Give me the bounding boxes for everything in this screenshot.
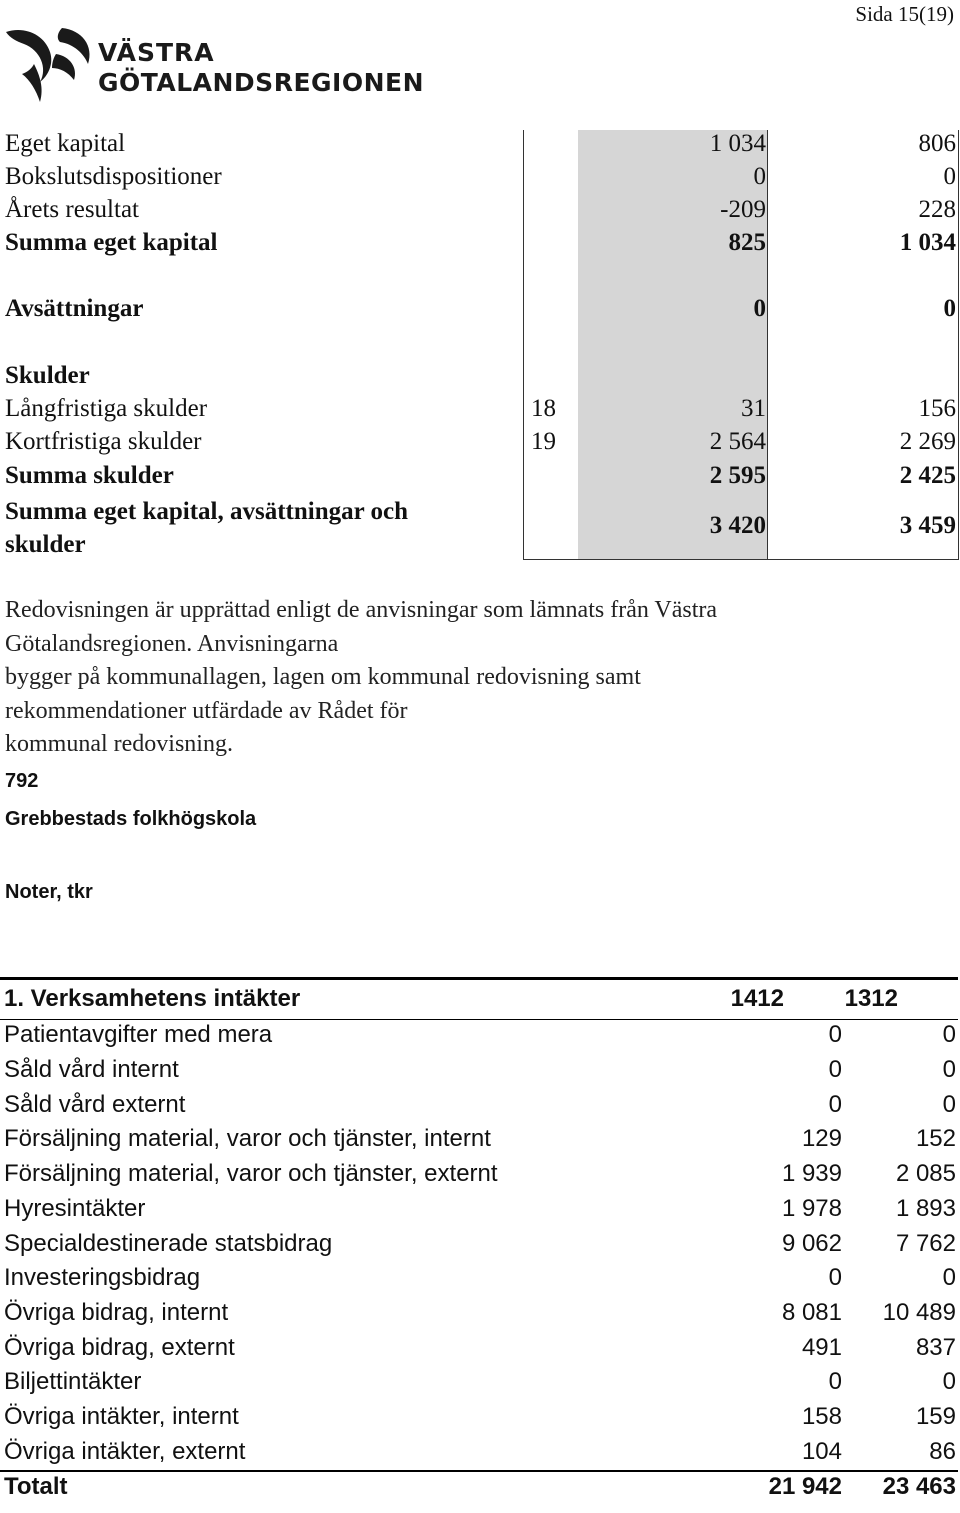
value-current: 3 420 — [709, 512, 766, 539]
accounting-statement — [5, 594, 905, 762]
unit-code: 792 — [5, 770, 39, 792]
table-row — [0, 1403, 960, 1437]
row-label: Övriga intäkter, internt — [4, 1403, 239, 1430]
paragraph-line: bygger på kommunallagen, lagen om kommunal redovisning samt — [5, 664, 641, 690]
logo-text-line1: VÄSTRA — [98, 38, 215, 67]
note-ref: 18 — [531, 395, 556, 422]
row-label: Övriga bidrag, internt — [4, 1299, 229, 1326]
table-row — [0, 395, 960, 428]
row-label: Skulder — [5, 362, 90, 389]
total-previous: 23 463 — [882, 1473, 956, 1500]
table-row — [0, 1056, 960, 1090]
table-row — [0, 1368, 960, 1402]
value-current: 158 — [801, 1403, 842, 1430]
paragraph-line: Götalandsregionen. Anvisningarna — [5, 630, 339, 657]
value-current: 1412 — [730, 985, 784, 1012]
total-label: Totalt — [4, 1473, 68, 1500]
value-current: 1 978 — [781, 1195, 842, 1222]
total-row — [0, 1473, 960, 1507]
row-label: Investeringsbidrag — [4, 1264, 201, 1291]
value-current: 825 — [728, 229, 766, 256]
value-previous: 2 085 — [895, 1160, 956, 1187]
value-previous: 806 — [918, 130, 956, 157]
row-label: Bokslutsdispositioner — [5, 163, 222, 190]
value-previous: 2 269 — [899, 428, 956, 455]
value-current: 0 — [753, 295, 766, 322]
value-previous: 86 — [929, 1438, 956, 1465]
value-previous: 837 — [915, 1334, 956, 1361]
value-previous: 1 893 — [895, 1195, 956, 1222]
value-current: 0 — [828, 1021, 842, 1048]
row-label: Avsättningar — [5, 295, 144, 322]
notes-table-top-border — [0, 977, 958, 980]
total-current: 21 942 — [768, 1473, 842, 1500]
value-previous: 228 — [918, 196, 956, 223]
table-row — [0, 295, 960, 328]
row-label: Specialdestinerade statsbidrag — [4, 1230, 333, 1257]
table-row — [0, 462, 960, 495]
note-heading: 1. Verksamhetens intäkter — [4, 985, 301, 1012]
row-label: Försäljning material, varor och tjänster, internt — [4, 1125, 491, 1152]
value-current: 491 — [801, 1334, 842, 1361]
value-current: 0 — [753, 163, 766, 190]
table-row — [0, 1160, 960, 1194]
value-previous: 2 425 — [899, 462, 956, 489]
value-current: 0 — [828, 1091, 842, 1118]
table-row — [0, 1195, 960, 1229]
row-label: Summa skulder — [5, 462, 174, 489]
table-row — [0, 428, 960, 461]
row-label: Såld vård externt — [4, 1091, 186, 1118]
table-row — [0, 1438, 960, 1472]
row-label: Såld vård internt — [4, 1056, 179, 1083]
value-previous: 0 — [943, 163, 956, 190]
row-label: Långfristiga skulder — [5, 395, 208, 422]
row-label: Eget kapital — [5, 130, 126, 157]
table-row — [0, 1091, 960, 1125]
table-row — [0, 1264, 960, 1298]
value-current: 31 — [741, 395, 766, 422]
row-label: Summa eget kapital, avsättningar och skulder — [5, 498, 409, 558]
value-current: 2 595 — [709, 462, 766, 489]
table-row — [0, 1299, 960, 1333]
unit-name: Grebbestads folkhögskola — [5, 808, 257, 830]
row-divider — [0, 1019, 958, 1020]
value-previous: 1312 — [844, 985, 898, 1012]
row-label: Försäljning material, varor och tjänster, externt — [4, 1160, 498, 1187]
table-row — [0, 1125, 960, 1159]
value-previous: 7 762 — [895, 1230, 956, 1257]
value-previous: 0 — [942, 1091, 956, 1118]
value-previous: 0 — [942, 1021, 956, 1048]
value-previous: 0 — [942, 1264, 956, 1291]
table-row — [0, 1334, 960, 1368]
logo-text-line2: GÖTALANDSREGIONEN — [98, 68, 425, 97]
value-current: 0 — [828, 1056, 842, 1083]
paragraph-line: kommunal redovisning. — [5, 731, 233, 757]
row-label: Summa eget kapital — [5, 229, 218, 256]
value-current: 0 — [828, 1368, 842, 1395]
value-previous: 0 — [942, 1368, 956, 1395]
table-row — [0, 1230, 960, 1264]
table-row — [0, 130, 960, 163]
table-row — [0, 1021, 960, 1055]
value-previous: 3 459 — [899, 512, 956, 539]
notes-heading-row — [0, 985, 960, 1019]
row-label: Övriga intäkter, externt — [4, 1438, 246, 1465]
row-label: Biljettintäkter — [4, 1368, 142, 1395]
page-number: Sida 15(19) — [855, 2, 954, 26]
value-previous: 156 — [918, 395, 956, 422]
value-current: -209 — [720, 196, 766, 223]
value-current: 1 939 — [781, 1160, 842, 1187]
value-previous: 152 — [915, 1125, 956, 1152]
total-divider — [0, 1470, 958, 1472]
vgr-swirl-logo-icon — [4, 24, 96, 106]
value-previous: 0 — [943, 295, 956, 322]
value-current: 0 — [828, 1264, 842, 1291]
value-previous: 1 034 — [899, 229, 956, 256]
vgr-logo — [4, 24, 425, 106]
row-label: Hyresintäkter — [4, 1195, 146, 1222]
value-previous: 0 — [942, 1056, 956, 1083]
paragraph-line: rekommendationer utfärdade av Rådet för — [5, 697, 408, 724]
value-current: 104 — [801, 1438, 842, 1465]
table-row — [0, 196, 960, 229]
value-current: 2 564 — [709, 428, 766, 455]
table-row — [0, 163, 960, 196]
value-current: 9 062 — [781, 1230, 842, 1257]
row-label: Kortfristiga skulder — [5, 428, 202, 455]
note-ref: 19 — [531, 428, 556, 455]
row-label: Övriga bidrag, externt — [4, 1334, 235, 1361]
value-previous: 10 489 — [882, 1299, 956, 1326]
value-current: 8 081 — [781, 1299, 842, 1326]
value-current: 1 034 — [709, 130, 766, 157]
table-row — [0, 495, 960, 561]
paragraph-line: Redovisningen är upprättad enligt de anvisningar som lämnats från Västra — [5, 597, 718, 623]
table-row — [0, 362, 960, 395]
row-label: Årets resultat — [5, 196, 139, 223]
value-previous: 159 — [915, 1403, 956, 1430]
value-current: 129 — [801, 1125, 842, 1152]
row-label: Patientavgifter med mera — [4, 1021, 273, 1048]
table-row — [0, 229, 960, 262]
notes-title: Noter, tkr — [5, 881, 93, 903]
